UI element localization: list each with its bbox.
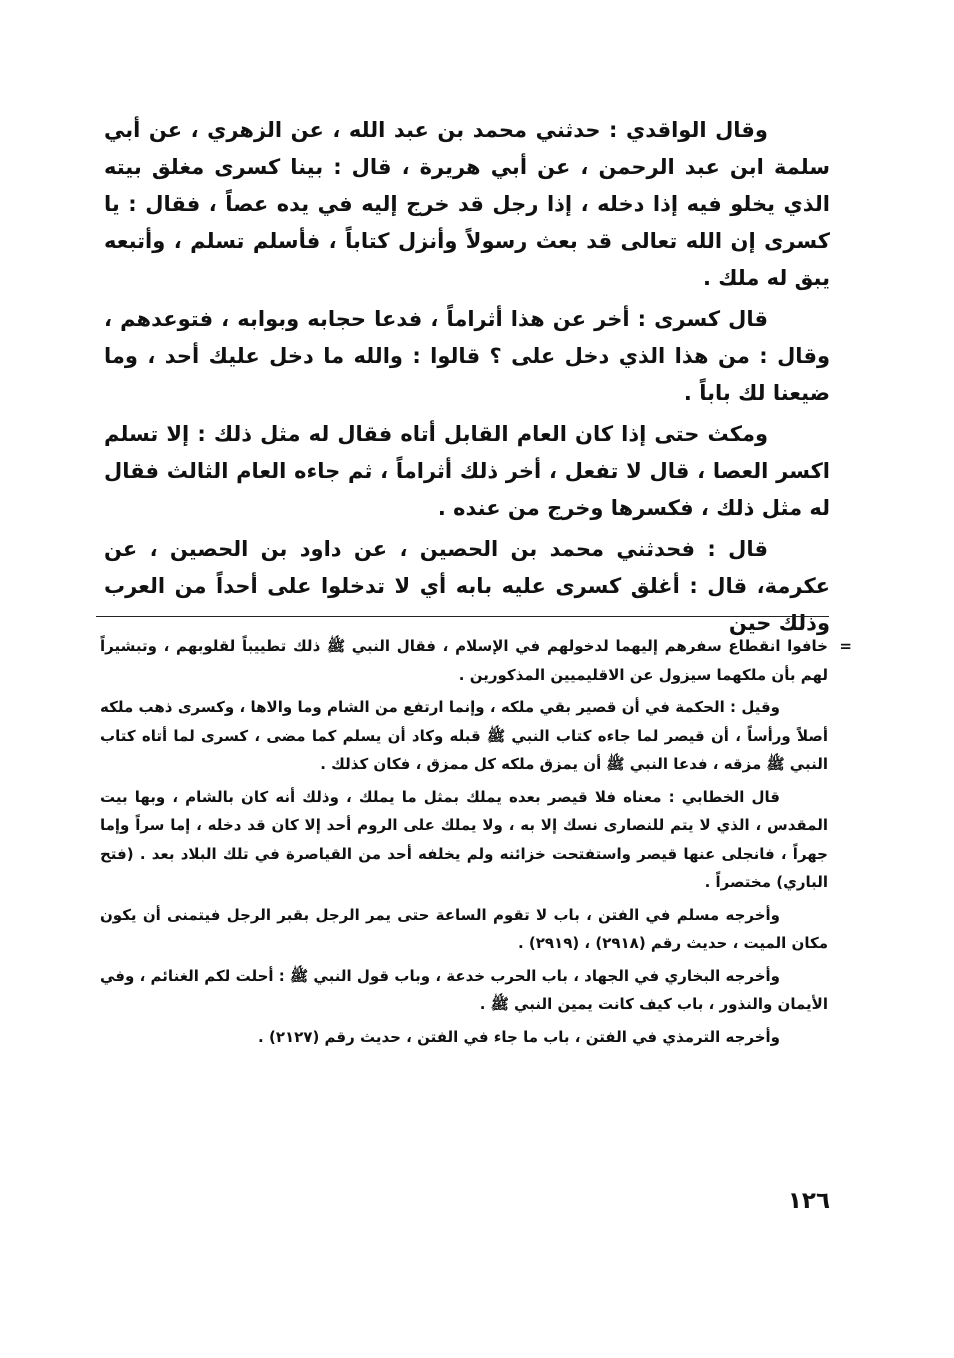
main-text-body (104, 112, 830, 646)
footnote-paragraph-continued (100, 632, 852, 689)
footnote-text: خافوا انقطاع سفرهم إليهما لدخولهم في الإسلام ، فقال النبي ﷺ ذلك تطييباً لقلوبهم ، وتبشيراً لهم بأن ملكهما سيزول عن الاقليميين المذكورين . (100, 637, 828, 684)
main-paragraph: قال : فحدثني محمد بن الحصين ، عن داود بن الحصين ، عن عكرمة، قال : أغلق كسرى عليه بابه أي لا تدخلوا على أحداً من العرب وذلك حين (104, 537, 830, 635)
footnote-paragraph: وأخرجه البخاري في الجهاد ، باب الحرب خدعة ، وباب قول النبي ﷺ : أحلت لكم الغنائم ، وفي الأيمان والنذور ، باب كيف كانت يمين النبي ﷺ . (100, 966, 828, 1013)
footnote-divider (96, 616, 829, 617)
main-paragraph: ومكث حتى إذا كان العام القابل أتاه فقال له مثل ذلك : إلا تسلم اكسر العصا ، قال لا تفعل ، أخر ذلك أثراماً ، ثم جاءه العام الثالث فقال له مثل ذلك ، فكسرها وخرج من عنده . (104, 422, 830, 520)
continuation-mark: = (839, 637, 852, 655)
page-number: ١٢٦ (787, 1188, 830, 1214)
footnote-paragraph: قال الخطابي : معناه فلا قيصر بعده يملك بمثل ما يملك ، وذلك أنه كان بالشام ، وبها بيت المقدس ، الذي لا يتم للنصارى نسك إلا به ، ولا يملك على الروم أحد إلا كان قد دخله ، إما سراً وإما جهراً ، فانجلى عنها قيصر واستفتحت خزائنه ولم يخلفه أحد من القياصرة في تلك البلاد بعد . (فتح الباري) مختصراً . (100, 787, 828, 891)
footnote-paragraph: وقيل : الحكمة في أن قصير بقي ملكه ، وإنما ارتفع من الشام وما والاها ، وكسرى ذهب ملكه أصلاً ورأساً ، أن قيصر لما جاءه كتاب النبي ﷺ قبله وكاد أن يسلم كما مضى ، كسرى لما أتاه كتاب النبي ﷺ مزقه ، فدعا النبي ﷺ أن يمزق ملكه كل ممزق ، فكان كذلك . (100, 698, 828, 773)
footnote-paragraph: وأخرجه الترمذي في الفتن ، باب ما جاء في الفتن ، حديث رقم (٢١٢٧) . (258, 1027, 780, 1046)
main-paragraph: قال كسرى : أخر عن هذا أثراماً ، فدعا حجابه وبوابه ، فتوعدهم ، وقال : من هذا الذي دخل على ؟ قالوا : والله ما دخل عليك أحد ، وما ضيعنا لك باباً . (104, 307, 830, 405)
footnote-paragraph: وأخرجه مسلم في الفتن ، باب لا تقوم الساعة حتى يمر الرجل بقبر الرجل فيتمنى أن يكون مكان الميت ، حديث رقم (٢٩١٨) ، (٢٩١٩) . (100, 905, 828, 952)
main-paragraph: وقال الواقدي : حدثني محمد بن عبد الله ، عن الزهري ، عن أبي سلمة ابن عبد الرحمن ، عن أبي هريرة ، قال : بينا كسرى مغلق بيته الذي يخلو فيه إذا دخله ، إذا رجل قد خرج إليه في يده عصاً ، فقال : يا كسرى إن الله تعالى قد بعث رسولاً وأنزل كتاباً ، فأسلم تسلم ، وأتبعه يبق له ملك . (104, 118, 830, 290)
footnotes-section (100, 632, 852, 1055)
